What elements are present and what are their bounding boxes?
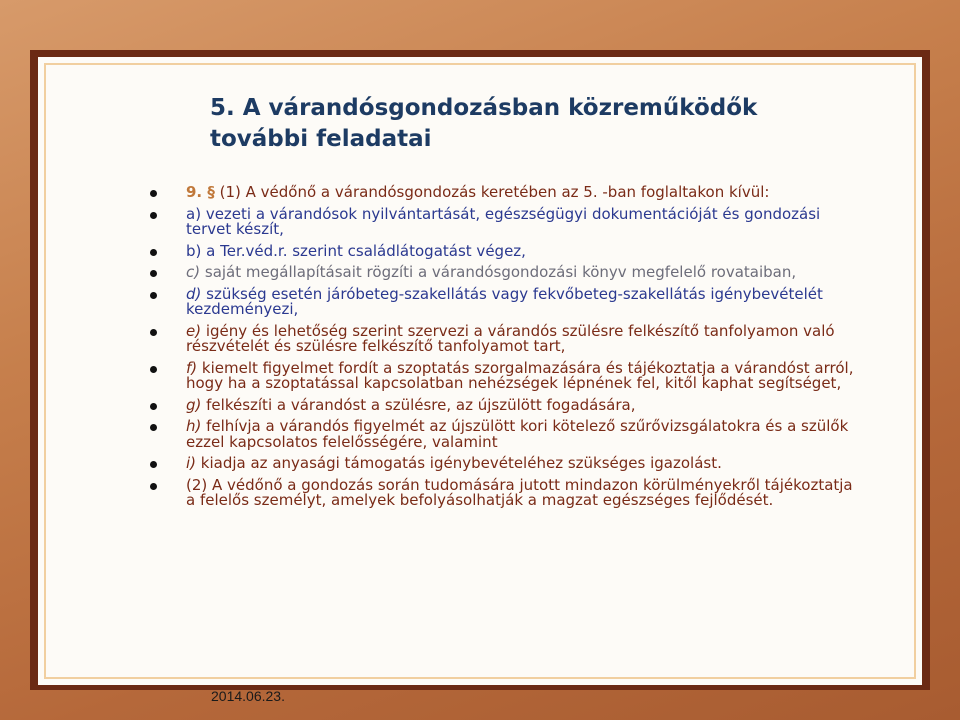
- bullet-item: [150, 456, 855, 472]
- bullet-text: (2) A védőnő a gondozás során tudomására jutott mindazon körülményekről tájékoztatja a felelős személyt, amelyek befolyásolhatják a magzat egészséges fejlődését.: [186, 475, 853, 509]
- bullet-mark: g): [186, 395, 202, 414]
- bullet-mark: i): [186, 454, 197, 472]
- slide-title: 5. A várandósgondozásban közreműködők további feladatai: [210, 95, 758, 152]
- bullet-item: [150, 475, 855, 509]
- bullet-mark: f): [186, 358, 198, 377]
- bullet-mark: d): [186, 284, 202, 303]
- bullet-list: [150, 185, 855, 509]
- bullet-item: [150, 358, 855, 392]
- bullet-mark: b): [186, 241, 202, 260]
- bullet-text: a Ter.véd.r. szerint családlátogatást végez,: [201, 241, 526, 260]
- bullet-text: felkészíti a várandóst a szülésre, az újszülött fogadására,: [201, 395, 636, 414]
- bullet-text: felhívja a várandós figyelmét az újszülött kori kötelező szűrővizsgálatokra és a szülők ezzel kapcsolatos felelősségére, valamint: [186, 417, 849, 451]
- bullet-item: [150, 204, 855, 238]
- bullet-item: [150, 265, 855, 281]
- bullet-item: [150, 321, 855, 355]
- bullet-text: (1) A védőnő a várandósgondozás keretében az 5. -ban foglaltakon kívül:: [214, 183, 770, 201]
- bullet-item: [150, 241, 855, 260]
- bullet-item: [150, 419, 855, 450]
- bullet-text: saját megállapításait rögzíti a várandósgondozási könyv megfelelő rovataiban,: [200, 263, 797, 281]
- paragraph-mark: 9. §: [186, 183, 215, 201]
- bullet-text: kiemelt figyelmet fordít a szoptatás szorgalmazására és tájékoztatja a várandóst arról, hogy ha a szoptatással kapcsolatban nehézségek lépnének fel, kitől kaphat segítséget,: [186, 358, 854, 392]
- bullet-text: vezeti a várandósok nyilvántartását, egészségügyi dokumentációját és gondozási tervet készít,: [186, 204, 821, 238]
- bullet-text: igény és lehetőség szerint szervezi a várandós szülésre felkészítő tanfolyamon való részvételét és szülésre felkészítő tanfolyamot tart,: [186, 321, 835, 355]
- bullet-mark: c): [186, 263, 201, 281]
- bullet-text: szükség esetén járóbeteg-szakellátás vagy fekvőbeteg-szakellátás igénybevételét kezdeményezi,: [186, 284, 823, 318]
- bullet-item: [150, 284, 855, 318]
- bullet-item: [150, 185, 855, 201]
- bullet-mark: e): [186, 321, 202, 340]
- bullet-item: [150, 395, 855, 414]
- bullet-mark: a): [186, 204, 202, 223]
- bullet-text: kiadja az anyasági támogatás igénybevételéhez szükséges igazolást.: [196, 454, 722, 472]
- bullet-mark: h): [186, 417, 202, 435]
- footer-date: 2014.06.23.: [211, 688, 285, 704]
